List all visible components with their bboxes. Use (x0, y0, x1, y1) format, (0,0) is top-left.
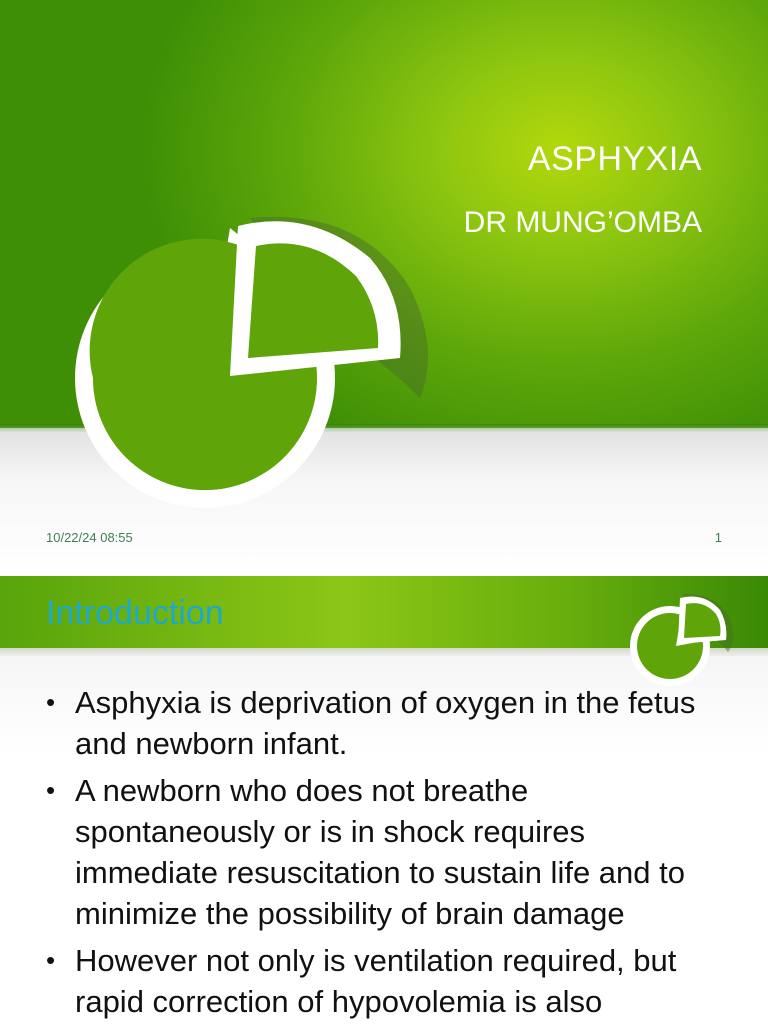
list-item (46, 682, 736, 764)
footer-date: 10/22/24 08:55 (46, 530, 133, 545)
bullet-dot: • (46, 775, 56, 805)
bullet-text: Asphyxia is deprivation of oxygen in the fetus and newborn infant. (75, 685, 696, 761)
bullet-text: However not only is ventilation required, but rapid correction of hypovolemia is also (75, 943, 677, 1019)
slide-title: ASPHYXIA (527, 140, 702, 178)
slide-subtitle: DR MUNG’OMBA (463, 206, 702, 239)
list-item (46, 940, 736, 1022)
slide-2[interactable] (0, 576, 768, 1024)
pie-sticker-icon (624, 590, 744, 690)
bullet-dot: • (46, 945, 56, 975)
bullet-text: A newborn who does not breathe spontaneously or is in shock requires immediate resuscitation to sustain life and to minimize the possibility of brain damage (75, 773, 685, 931)
list-item (46, 770, 736, 934)
page-number: 1 (714, 530, 722, 545)
bullet-dot: • (46, 687, 56, 717)
slide-heading: Introduction (46, 594, 224, 632)
pie-sticker-icon (60, 198, 440, 538)
bullet-list (46, 682, 736, 1024)
